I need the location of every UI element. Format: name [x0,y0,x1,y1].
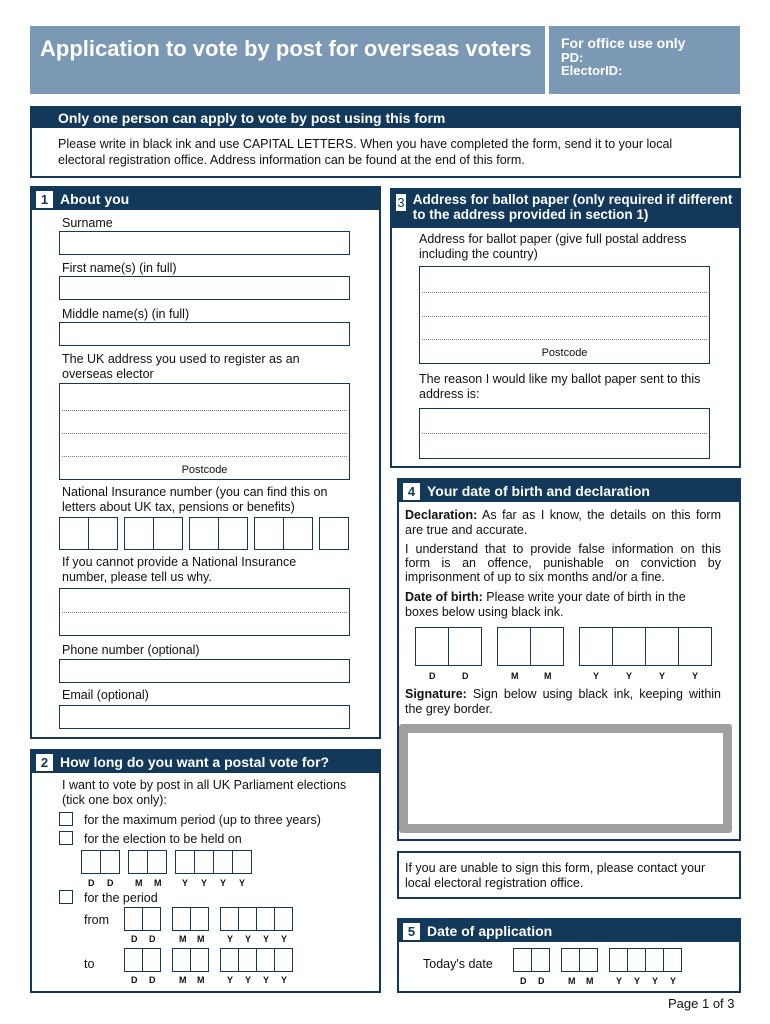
date-letter: Y [182,878,189,888]
first-names-field[interactable] [59,276,350,300]
date-box[interactable] [213,850,233,874]
date-letter: D [149,975,156,985]
section-number: 3 [397,195,405,210]
ni-reason-label: If you cannot provide a National Insurance number, please tell us why. [62,555,297,584]
date-box[interactable] [142,948,161,972]
section-title: Address for ballot paper (only required if different to the address provided in section 1) [412,192,733,222]
date-box[interactable] [256,948,275,972]
surname-label: Surname [62,216,113,230]
election-label: for the election to be held on [84,832,242,846]
date-box[interactable] [238,948,257,972]
uk-address-label: The UK address you used to register as an overseas elector [62,352,300,381]
section-number: 5 [403,923,420,940]
ballot-reason-label: The reason I would like my ballot paper sent to this address is: [419,372,701,401]
postcode-label: Postcode [181,464,228,476]
date-box[interactable] [531,948,550,972]
date-box[interactable] [172,948,191,972]
date-letter: D [88,878,95,888]
section-title: Your date of birth and declaration [427,483,650,499]
office-pd-label: PD: [561,50,584,65]
date-box[interactable] [100,850,120,874]
date-letter: Y [227,934,234,944]
dob-text [405,590,721,620]
phone-label: Phone number (optional) [62,643,200,657]
dob-box[interactable] [530,627,564,666]
postal-vote-intro: I want to vote by post in all UK Parliament elections (tick one box only): [62,778,347,807]
date-letter: M [586,976,594,986]
section-title: Date of application [427,923,553,939]
dob-box[interactable] [448,627,482,666]
form-title: Application to vote by post for overseas voters [30,26,545,94]
date-box[interactable] [172,907,191,931]
understand-text: I understand that to provide false information on this form is an offence, punishable on conviction by imprisonment of up to six months and/or a fine. [405,542,721,584]
date-letter: Y [652,976,659,986]
ballot-address-label: Address for ballot paper (give full postal address including the country) [419,232,687,261]
date-letter: D [520,976,527,986]
section-number: 1 [36,191,53,208]
to-label: to [84,957,95,971]
page-number: Page 1 of 3 [668,996,735,1011]
election-checkbox[interactable] [59,831,73,845]
middle-names-label: Middle name(s) (in full) [62,307,190,321]
date-letter: M [179,975,187,985]
date-letter: D [107,878,114,888]
date-letter: M [154,878,162,888]
section-number: 2 [36,754,53,771]
date-letter: Y [245,975,252,985]
section-2-header [32,751,379,773]
date-letter: Y [593,671,600,681]
date-box[interactable] [663,948,682,972]
section-title: About you [60,191,130,207]
surname-field[interactable] [59,231,350,255]
from-label: from [84,913,109,927]
date-box[interactable] [220,948,239,972]
ni-reason-field[interactable] [59,588,350,636]
ni-box[interactable] [59,517,89,550]
date-letter: D [149,934,156,944]
date-letter: Y [227,975,234,985]
declaration-bold: Declaration: [405,508,478,522]
date-letter: M [568,976,576,986]
dob-box[interactable] [497,627,531,666]
unable-to-sign-text: If you are unable to sign this form, please contact your local electoral registration office. [405,861,706,890]
first-names-label: First name(s) (in full) [62,261,177,275]
date-letter: Y [281,975,288,985]
intro-heading: Only one person can apply to vote by post using this form [32,108,739,128]
date-letter: M [179,934,187,944]
signature-bold: Signature: [405,687,467,701]
ni-box[interactable] [319,517,349,550]
ni-box[interactable] [254,517,284,550]
date-letter: D [538,976,545,986]
date-box[interactable] [561,948,580,972]
date-letter: Y [263,934,270,944]
phone-field[interactable] [59,659,350,683]
date-box[interactable] [175,850,195,874]
date-box[interactable] [142,907,161,931]
date-box[interactable] [147,850,167,874]
period-label: for the period [84,891,158,905]
section-1-header [32,188,379,210]
date-box[interactable] [256,907,275,931]
ni-box[interactable] [153,517,183,550]
ni-box[interactable] [124,517,154,550]
intro-text: Please write in black ink and use CAPITAL LETTERS. When you have completed the form, send it to your local electoral registration office. Address information can be found at the end of this form. [58,137,673,167]
todays-date-label: Today's date [423,957,493,971]
date-letter: Y [634,976,641,986]
declaration-body: As far as I know, the details on this form are true and accurate. [405,508,721,537]
date-letter: Y [239,878,246,888]
date-box[interactable] [274,948,293,972]
date-box[interactable] [579,948,598,972]
ballot-address-field[interactable] [419,266,710,364]
date-letter: Y [616,976,623,986]
date-box[interactable] [81,850,101,874]
date-letter: M [197,934,205,944]
date-letter: Y [670,976,677,986]
ni-box[interactable] [88,517,118,550]
date-box[interactable] [645,948,664,972]
dob-box[interactable] [612,627,646,666]
signature-text [405,687,721,717]
signature-box[interactable] [399,724,732,833]
intro-box [30,106,741,178]
section-4-header [399,480,739,502]
dob-body: Please write your date of birth in the boxes below using black ink. [405,590,686,619]
section-5-header [399,920,739,942]
office-use-title: For office use only [561,35,686,51]
uk-address-field[interactable] [59,383,350,480]
date-letter: D [429,671,436,681]
ni-box[interactable] [189,517,219,550]
dob-box[interactable] [415,627,449,666]
date-letter: M [511,671,519,681]
section-3-header [392,190,739,228]
max-period-label: for the maximum period (up to three years) [84,813,321,827]
unable-to-sign-box [397,851,741,899]
date-box[interactable] [124,948,143,972]
period-checkbox[interactable] [59,890,73,904]
email-field[interactable] [59,705,350,729]
ballot-reason-field[interactable] [419,408,710,459]
date-letter: Y [263,975,270,985]
section-title: How long do you want a postal vote for? [60,754,330,770]
date-letter: D [131,975,138,985]
date-letter: Y [659,671,666,681]
date-box[interactable] [609,948,628,972]
date-letter: M [544,671,552,681]
date-letter: D [131,934,138,944]
office-elector-id-label: ElectorID: [561,63,623,78]
signature-body: Sign below using black ink, keeping within the grey border. [405,687,721,716]
declaration-text [405,508,721,538]
ni-number-label: National Insurance number (you can find this on letters about UK tax, pensions or benefits) [62,485,328,514]
office-use-panel [549,26,740,94]
ni-box[interactable] [218,517,248,550]
dob-box[interactable] [678,627,712,666]
signature-area[interactable] [408,733,723,824]
date-letter: D [462,671,469,681]
dob-box[interactable] [579,627,613,666]
middle-names-field[interactable] [59,322,350,346]
max-period-checkbox[interactable] [59,812,73,826]
date-box[interactable] [274,907,293,931]
date-box[interactable] [124,907,143,931]
dob-bold: Date of birth: [405,590,483,604]
date-box[interactable] [238,907,257,931]
date-box[interactable] [190,907,209,931]
date-box[interactable] [220,907,239,931]
section-number: 4 [403,483,420,500]
date-box[interactable] [627,948,646,972]
dob-box[interactable] [645,627,679,666]
email-label: Email (optional) [62,688,149,702]
date-letter: Y [281,934,288,944]
date-letter: Y [626,671,633,681]
date-box[interactable] [513,948,532,972]
ni-box[interactable] [283,517,313,550]
date-box[interactable] [232,850,252,874]
date-letter: Y [220,878,227,888]
date-letter: M [135,878,143,888]
date-box[interactable] [190,948,209,972]
date-letter: Y [692,671,699,681]
date-box[interactable] [194,850,214,874]
date-letter: M [197,975,205,985]
date-letter: Y [201,878,208,888]
date-box[interactable] [128,850,148,874]
date-letter: Y [245,934,252,944]
postcode-label: Postcode [541,347,588,359]
